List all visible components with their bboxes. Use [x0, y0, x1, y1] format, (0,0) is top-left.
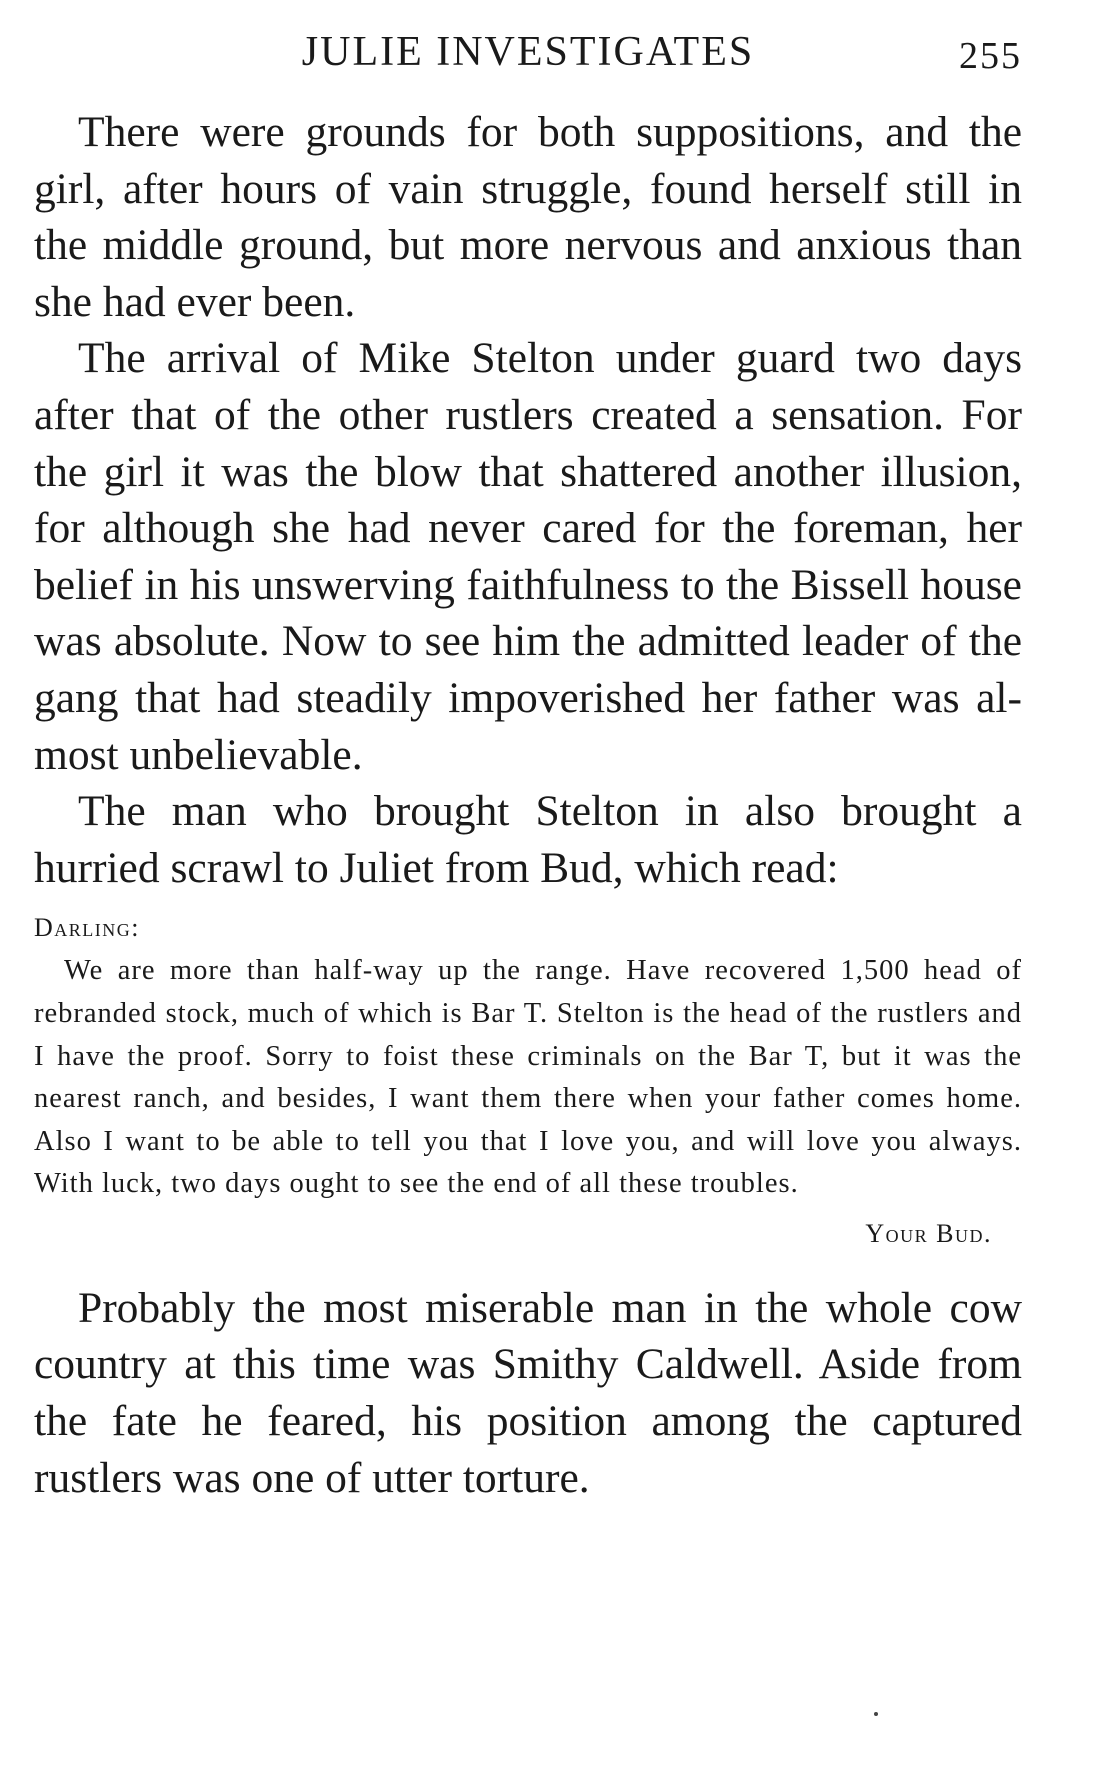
- paragraph-2: The arrival of Mike Stelton under guard two days after that of the other rustlers created a sensation. For the girl it was the blow that shattered another illusion, for although she had never cared for the foreman, her belief in his unswerving faithfulness to the Bissell house was absolute. Now to see him the admitted leader of the gang that had steadily impoverished her father was almost unbelievable.: [34, 334, 1022, 779]
- page-speck: [874, 1712, 878, 1716]
- letter-salutation: Darling:: [34, 913, 140, 943]
- running-head: JULIE INVESTIGATES: [301, 29, 755, 75]
- page-number: 255: [959, 35, 1022, 77]
- letter-body: We are more than half-way up the range. Have recovered 1,500 head of rebranded stock, much of which is Bar T. Stelton is the head of the rustlers and I have the proof. Sorry to foist these criminals on the Bar T, but it was the nearest ranch, and besides, I want them there when your father comes home. Also I want to be able to tell you that I love you, and will love you always. With luck, two days ought to see the end of all these troubles.: [34, 955, 1022, 1200]
- page-header: [34, 24, 1022, 88]
- book-page: [34, 24, 1022, 1506]
- paragraph-1: There were grounds for both suppositions, and the girl, after hours of vain struggle, found herself still in the middle ground, but more nervous and anxious than she had ever been.: [34, 108, 1022, 326]
- quoted-letter: [34, 910, 1022, 1252]
- paragraph-3: The man who brought Stelton in also brought a hurried scrawl to Juliet from Bud, which read:: [34, 787, 1022, 892]
- paragraph-4: Probably the most miserable man in the whole cow country at this time was Smithy Caldwell. Aside from the fate he feared, his position among the captured rustlers was one of utter torture.: [34, 1283, 1022, 1502]
- letter-signature: Your Bud.: [865, 1218, 992, 1248]
